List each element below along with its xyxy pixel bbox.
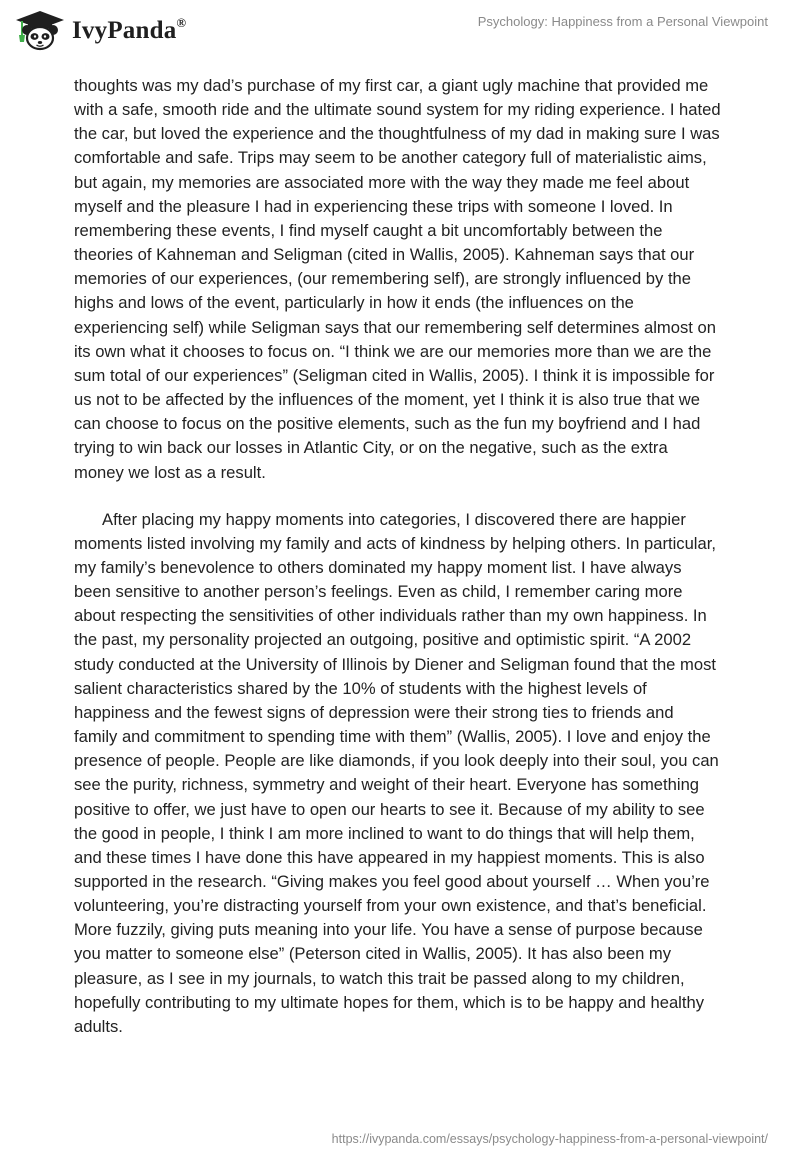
text-line: volunteering, you’re distracting yourself from your own existence, and that’s beneficial. xyxy=(74,896,707,916)
document-title: Psychology: Happiness from a Personal Viewpoint xyxy=(477,14,768,29)
text-line: the past, my personality projected an outgoing, positive and optimistic spirit. “A 2002 xyxy=(74,630,692,650)
text-line: family and commitment to spending time with them” (Wallis, 2005). I love and enjoy the xyxy=(74,727,711,747)
brand-name xyxy=(72,14,187,44)
text-line: memories of our experiences, (our remembering self), are strongly influenced by the xyxy=(74,269,692,289)
text-line: the car, but loved the experience and the thoughtfulness of my dad in making sure I was xyxy=(74,124,720,144)
text-line: and these times I have done this have appeared in my happiest moments. This is also xyxy=(74,847,705,867)
text-line: More fuzzily, giving puts meaning into your life. You have a sense of purpose because xyxy=(74,920,703,940)
text-line: with a safe, smooth ride and the ultimate sound system for my riding experience. I hated xyxy=(74,100,721,120)
text-line: study conducted at the University of Illinois by Diener and Seligman found that the most xyxy=(74,654,716,674)
text-line: but again, my memories are associated more with the way they made me feel about xyxy=(74,172,690,192)
paragraph-2 xyxy=(74,508,734,1039)
text-line: its own what it chooses to focus on. “I think we are our memories more than we are the xyxy=(74,341,712,361)
text-line: experiencing self) while Seligman says that our remembering self determines almost on xyxy=(74,317,716,337)
text-line: highs and lows of the event, particularly in how it ends (the influences on the xyxy=(74,293,634,313)
text-line: about respecting the sensitivities of other individuals rather than my own happiness. In xyxy=(74,606,707,626)
text-line: hopefully contributing to my ultimate hopes for them, which is to be happy and healthy xyxy=(74,992,705,1012)
text-line: the good in people, I think I am more inclined to want to do things that will help them, xyxy=(74,823,695,843)
text-line: trying to win back our losses in Atlantic City, or on the negative, such as the extra xyxy=(74,438,668,458)
text-line: money we lost as a result. xyxy=(74,462,266,482)
paragraph-1 xyxy=(74,74,734,485)
text-line: positive to offer, we just have to open our hearts to see it. Because of my ability to see xyxy=(74,799,705,819)
page-header xyxy=(0,0,800,60)
source-url-link[interactable]: https://ivypanda.com/essays/psychology-happiness-from-a-personal-viewpoint/ xyxy=(331,1132,768,1146)
panda-graduate-icon xyxy=(14,9,66,51)
text-line: pleasure, as I see in my journals, to watch this trait be passed along to my children, xyxy=(74,968,685,988)
text-line: supported in the research. “Giving makes you feel good about yourself … When you’re xyxy=(74,872,710,891)
text-line: adults. xyxy=(74,1016,123,1036)
text-line: us not to be affected by the influences of the moment, yet I think it is also true that we xyxy=(74,390,701,410)
text-line: can choose to focus on the positive elements, such as the fun my boyfriend and I had xyxy=(74,414,701,434)
text-line: theories of Kahneman and Seligman (cited in Wallis, 2005). Kahneman says that our xyxy=(74,245,695,265)
text-line: After placing my happy moments into categories, I discovered there are happier xyxy=(102,509,686,529)
essay-body xyxy=(74,74,734,1039)
registered-mark: ® xyxy=(176,14,187,30)
text-line: thoughts was my dad’s purchase of my first car, a giant ugly machine that provided me xyxy=(74,76,709,95)
ivypanda-logo[interactable] xyxy=(14,9,186,51)
text-line: salient characteristics shared by the 10% of students with the highest levels of xyxy=(74,678,647,698)
text-line: my family’s benevolence to others dominated my happy moment list. I have always xyxy=(74,557,682,577)
text-line: myself and the pleasure I had in experiencing these trips with someone I loved. In xyxy=(74,196,673,216)
text-line: moments listed involving my family and acts of kindness by helping others. In particular, xyxy=(74,533,716,553)
text-line: remembering these events, I find myself caught a bit uncomfortably between the xyxy=(74,220,663,240)
text-line: you matter to someone else” (Peterson cited in Wallis, 2005). It has also been my xyxy=(74,944,672,964)
brand-text: IvyPanda xyxy=(72,16,177,44)
text-line: happiness and the fewest signs of depression were their strong ties to friends and xyxy=(74,702,674,722)
text-line: presence of people. People are like diamonds, if you look deeply into their soul, you can xyxy=(74,751,719,771)
text-line: sum total of our experiences” (Seligman cited in Wallis, 2005). I think it is impossible for xyxy=(74,365,715,385)
text-line: comfortable and safe. Trips may seem to be another category full of materialistic aims, xyxy=(74,148,707,168)
text-line: see the purity, richness, symmetry and weight of their heart. Everyone has something xyxy=(74,775,700,795)
text-line: been sensitive to another person’s feelings. Even as child, I remember caring more xyxy=(74,582,683,602)
